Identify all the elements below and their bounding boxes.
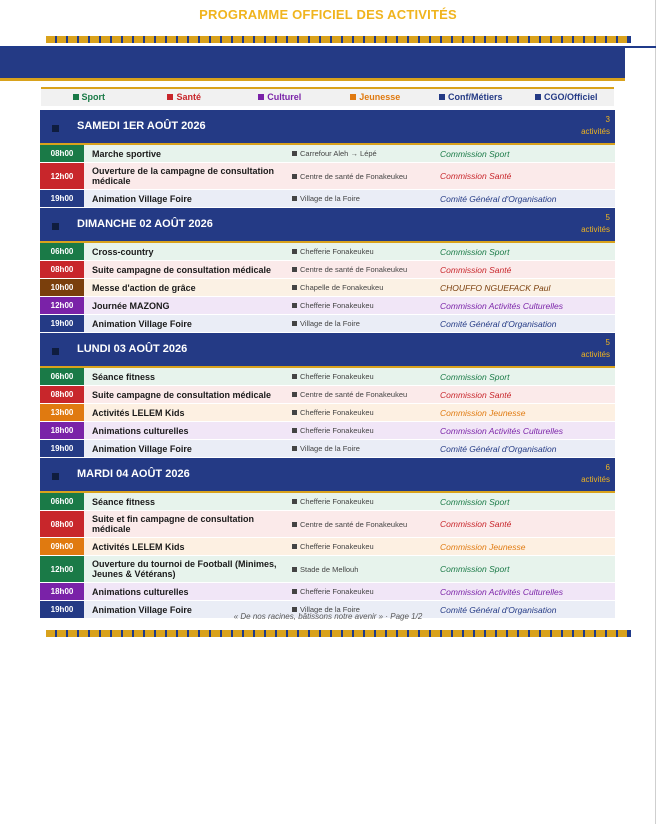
legend-item xyxy=(328,89,424,106)
activity-organizer: Commission Sport xyxy=(440,564,510,574)
activity-place-text: Chefferie Fonakeukeu xyxy=(300,497,374,506)
page-title: PROGRAMME OFFICIEL DES ACTIVITÉS xyxy=(199,7,457,22)
day-square-icon xyxy=(52,125,59,132)
activity-place xyxy=(292,444,440,453)
place-square-icon xyxy=(292,544,297,549)
activity-place xyxy=(292,265,440,274)
activity-row xyxy=(40,440,615,458)
activity-organizer: Comité Général d'Organisation xyxy=(440,193,557,204)
activity-place-text: Chefferie Fonakeukeu xyxy=(300,408,374,417)
activity-title: Marche sportive xyxy=(92,148,162,159)
activity-time: 09h00 xyxy=(40,538,84,555)
activity-time: 19h00 xyxy=(40,190,84,207)
activity-title: Activités LELEM Kids xyxy=(92,407,185,418)
activity-place xyxy=(292,542,440,551)
legend-label: Santé xyxy=(176,92,201,102)
place-square-icon xyxy=(292,151,297,156)
activity-organizer: Commission Santé xyxy=(440,171,512,181)
day-activity-count: 5 activités xyxy=(581,338,610,359)
activity-organizer: Commission Activités Culturelles xyxy=(440,425,563,436)
activity-row xyxy=(40,511,615,538)
activity-place-text: Chefferie Fonakeukeu xyxy=(300,372,374,381)
place-square-icon xyxy=(292,589,297,594)
activity-place-text: Village de la Foire xyxy=(300,444,360,453)
activity-place xyxy=(292,426,440,435)
place-square-icon xyxy=(292,567,297,572)
title-banner xyxy=(0,48,625,81)
activity-organizer: Commission Activités Culturelles xyxy=(440,586,563,597)
activity-place xyxy=(292,319,440,328)
activity-time: 18h00 xyxy=(40,422,84,439)
footer-motto: « De nos racines, bâtissons notre avenir » · Page 1/2 xyxy=(233,612,423,621)
activity-row xyxy=(40,279,615,297)
activity-time: 08h00 xyxy=(40,386,84,403)
day-header xyxy=(40,458,615,493)
activity-title: Suite campagne de consultation médicale xyxy=(92,264,272,275)
activity-place-text: Centre de santé de Fonakeukeu xyxy=(300,390,408,399)
place-square-icon xyxy=(292,174,297,179)
day-title: LUNDI 03 AOÛT 2026 xyxy=(77,343,188,355)
activity-row xyxy=(40,404,615,422)
activity-row xyxy=(40,538,615,556)
category-legend xyxy=(41,87,614,106)
activity-title: Séance fitness xyxy=(92,496,156,507)
day-square-icon xyxy=(52,348,59,355)
schedule xyxy=(40,110,615,619)
activity-organizer: Commission Sport xyxy=(440,246,510,257)
activity-place-text: Centre de santé de Fonakeukeu xyxy=(300,519,408,529)
activity-place-text: Village de la Foire xyxy=(300,605,360,614)
activity-place xyxy=(292,194,440,203)
day-square-icon xyxy=(52,473,59,480)
legend-item xyxy=(519,89,615,106)
activity-place xyxy=(292,283,440,292)
activity-time: 08h00 xyxy=(40,145,84,162)
day-activity-count: 5 activités xyxy=(581,213,610,234)
activity-row xyxy=(40,145,615,163)
activity-title: Ouverture du tournoi de Football (Minimes, Jeunes & Vétérans) xyxy=(92,559,277,579)
activity-row xyxy=(40,386,615,404)
activity-time: 12h00 xyxy=(40,297,84,314)
activity-organizer: Commission Sport xyxy=(440,496,510,507)
activity-organizer: Comité Général d'Organisation xyxy=(440,318,557,329)
activity-place-text: Village de la Foire xyxy=(300,194,360,203)
activity-place-text: Centre de santé de Fonakeukeu xyxy=(300,265,408,274)
activity-title: Ouverture de la campagne de consultation médicale xyxy=(92,166,275,186)
activity-time: 18h00 xyxy=(40,583,84,600)
activity-title: Messe d'action de grâce xyxy=(92,282,196,293)
activity-organizer: Commission Activités Culturelles xyxy=(440,300,563,311)
activity-title: Suite campagne de consultation médicale xyxy=(92,389,272,400)
day-header xyxy=(40,333,615,368)
activity-place xyxy=(292,497,440,506)
day-activity-count: 6 activités xyxy=(581,463,610,484)
activity-place xyxy=(292,372,440,381)
activity-organizer: CHOUFFO NGUEFACK Paul xyxy=(440,282,551,293)
activity-title: Animation Village Foire xyxy=(92,193,192,204)
legend-square-icon xyxy=(258,94,264,100)
activity-place-text: Chefferie Fonakeukeu xyxy=(300,247,374,256)
activity-place xyxy=(292,587,440,596)
activity-row xyxy=(40,315,615,333)
activity-place xyxy=(292,149,440,158)
legend-square-icon xyxy=(73,94,79,100)
activity-place xyxy=(292,301,440,310)
legend-square-icon xyxy=(350,94,356,100)
activity-row xyxy=(40,556,615,583)
activity-place xyxy=(292,247,440,256)
activity-time: 10h00 xyxy=(40,279,84,296)
place-square-icon xyxy=(292,196,297,201)
legend-item xyxy=(232,89,328,106)
place-square-icon xyxy=(292,285,297,290)
day-activity-count: 3 activités xyxy=(581,115,610,136)
activity-title: Activités LELEM Kids xyxy=(92,541,185,552)
activity-title: Animations culturelles xyxy=(92,586,189,597)
activity-title: Animations culturelles xyxy=(92,425,189,436)
place-square-icon xyxy=(292,446,297,451)
activity-organizer: Commission Jeunesse xyxy=(440,407,526,418)
activity-time: 06h00 xyxy=(40,493,84,510)
legend-item xyxy=(137,89,233,106)
day-title: SAMEDI 1ER AOÛT 2026 xyxy=(77,120,206,132)
activity-place xyxy=(292,520,440,529)
day-square-icon xyxy=(52,223,59,230)
activity-time: 06h00 xyxy=(40,243,84,260)
place-square-icon xyxy=(292,499,297,504)
activity-time: 08h00 xyxy=(40,511,84,537)
activity-time: 19h00 xyxy=(40,601,84,618)
legend-label: Jeunesse xyxy=(359,92,401,102)
day-title: DIMANCHE 02 AOÛT 2026 xyxy=(77,218,213,230)
activity-place xyxy=(292,172,440,181)
activity-title: Suite et fin campagne de consultation médicale xyxy=(92,514,255,534)
activity-row xyxy=(40,261,615,279)
activity-time: 06h00 xyxy=(40,368,84,385)
activity-organizer: Commission Sport xyxy=(440,148,510,159)
activity-title: Animation Village Foire xyxy=(92,604,192,615)
activity-title: Cross-country xyxy=(92,246,154,257)
activity-place-text: Carrefour Aleh → Lépé xyxy=(300,149,377,158)
activity-title: Journée MAZONG xyxy=(92,300,170,311)
legend-item xyxy=(423,89,519,106)
activity-place xyxy=(292,565,440,574)
place-square-icon xyxy=(292,392,297,397)
activity-place-text: Village de la Foire xyxy=(300,319,360,328)
activity-row xyxy=(40,583,615,601)
activity-organizer: Commission Santé xyxy=(440,264,512,275)
activity-time: 19h00 xyxy=(40,315,84,332)
activity-place-text: Chefferie Fonakeukeu xyxy=(300,426,374,435)
legend-label: CGO/Officiel xyxy=(543,92,598,102)
place-square-icon xyxy=(292,249,297,254)
place-square-icon xyxy=(292,428,297,433)
activity-row xyxy=(40,163,615,190)
activity-time: 19h00 xyxy=(40,440,84,457)
activity-place xyxy=(292,390,440,399)
place-square-icon xyxy=(292,410,297,415)
top-decorative-bar xyxy=(46,36,628,43)
activity-organizer: Comité Général d'Organisation xyxy=(440,443,557,454)
activity-place xyxy=(292,408,440,417)
activity-organizer: Commission Santé xyxy=(440,389,512,400)
place-square-icon xyxy=(292,267,297,272)
legend-label: Culturel xyxy=(267,92,302,102)
activity-place-text: Chefferie Fonakeukeu xyxy=(300,301,374,310)
activity-organizer: Commission Sport xyxy=(440,371,510,382)
activity-title: Séance fitness xyxy=(92,371,156,382)
day-title: MARDI 04 AOÛT 2026 xyxy=(77,468,190,480)
place-square-icon xyxy=(292,522,297,527)
activity-time: 12h00 xyxy=(40,556,84,582)
activity-organizer: Comité Général d'Organisation xyxy=(440,604,557,615)
bottom-decorative-bar xyxy=(46,630,628,637)
activity-row xyxy=(40,493,615,511)
activity-organizer: Commission Santé xyxy=(440,519,512,529)
place-square-icon xyxy=(292,374,297,379)
legend-item xyxy=(41,89,137,106)
activity-place-text: Chefferie Fonakeukeu xyxy=(300,587,374,596)
activity-row xyxy=(40,190,615,208)
place-square-icon xyxy=(292,303,297,308)
activity-row xyxy=(40,368,615,386)
activity-time: 13h00 xyxy=(40,404,84,421)
activity-row xyxy=(40,422,615,440)
activity-time: 08h00 xyxy=(40,261,84,278)
legend-label: Sport xyxy=(81,92,105,102)
activity-title: Animation Village Foire xyxy=(92,443,192,454)
legend-label: Conf/Métiers xyxy=(447,92,503,102)
legend-square-icon xyxy=(167,94,173,100)
activity-row xyxy=(40,297,615,315)
activity-place-text: Chapelle de Fonakeukeu xyxy=(300,283,384,292)
legend-square-icon xyxy=(535,94,541,100)
day-header xyxy=(40,208,615,243)
activity-place-text: Stade de Mellouh xyxy=(300,564,359,574)
activity-title: Animation Village Foire xyxy=(92,318,192,329)
legend-square-icon xyxy=(439,94,445,100)
place-square-icon xyxy=(292,321,297,326)
activity-row xyxy=(40,243,615,261)
day-header xyxy=(40,110,615,145)
activity-organizer: Commission Jeunesse xyxy=(440,541,526,552)
activity-place-text: Chefferie Fonakeukeu xyxy=(300,542,374,551)
activity-time: 12h00 xyxy=(40,163,84,189)
activity-place-text: Centre de santé de Fonakeukeu xyxy=(300,171,408,181)
